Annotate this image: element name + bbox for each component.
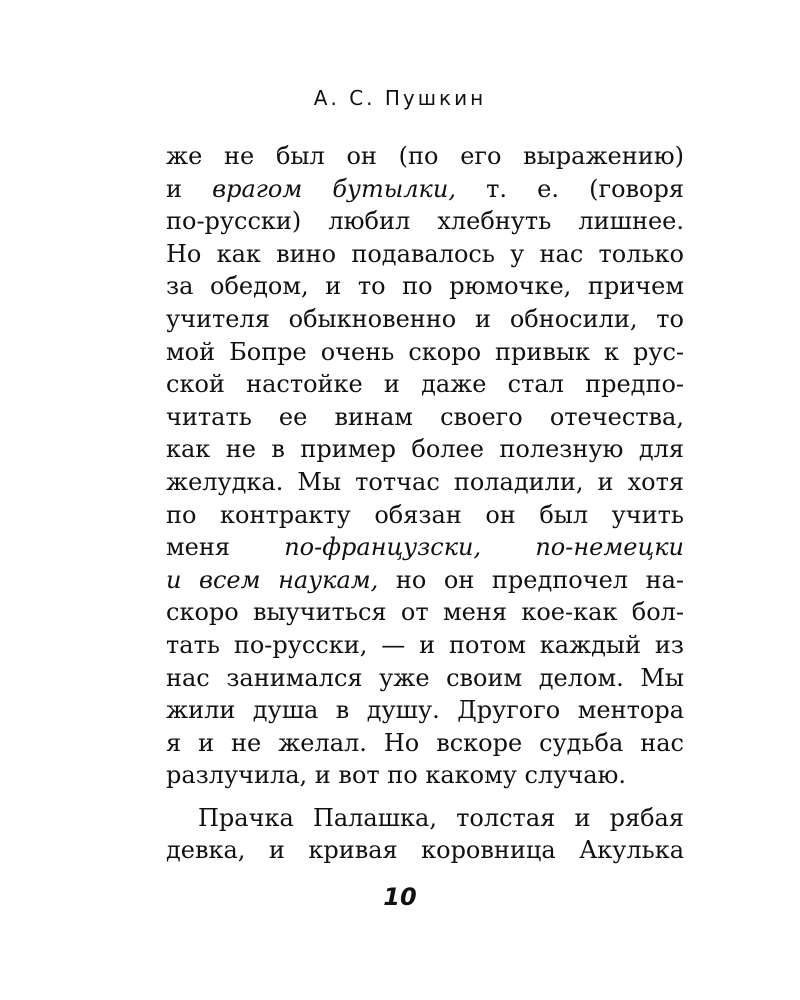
text-line: жили душа в душу. Другого ментора [166, 696, 684, 725]
text-line [166, 531, 684, 564]
text-segment: меня [166, 533, 285, 562]
page-number: 10 [383, 883, 417, 911]
italic-phrase: по-французски, по-немецки [284, 533, 684, 562]
text-line: желудка. Мы тотчас поладили, и хотя [166, 467, 684, 496]
text-segment: но он предпочел на- [378, 565, 685, 594]
text-line: скоро выучиться от меня кое-как бол- [166, 598, 684, 627]
paragraph-gap [166, 792, 684, 802]
text-line: Прачка Палашка, толстая и рябая [198, 803, 684, 832]
text-line: мой Бопре очень скоро привык к рус- [166, 337, 684, 366]
paragraph-2 [166, 802, 684, 867]
text-segment: и [166, 174, 213, 203]
body-text [166, 140, 684, 867]
text-line: я и не желал. Но вскоре судьба нас [166, 728, 684, 757]
text-line [166, 173, 684, 206]
text-line: тать по-русски, — и потом каждый из [166, 630, 684, 659]
text-line: же не был он (по его выражению) [166, 142, 684, 170]
text-segment: т. е. (говоря [455, 174, 684, 203]
text-line: за обедом, и то по рюмочке, причем [166, 272, 684, 301]
text-line: Но как вино подавалось у нас только [166, 239, 684, 268]
text-line: учителя обыкновенно и обносили, то [166, 304, 684, 333]
paragraph-1 [166, 140, 684, 792]
text-line: ской настойке и даже стал предпо- [166, 370, 684, 399]
text-line: нас занимался уже своим делом. Мы [166, 663, 684, 692]
text-line: разлучила, и вот по какому случаю. [166, 761, 627, 790]
text-line: как не в пример более полезную для [166, 435, 684, 464]
running-header: А. С. Пушкин [313, 86, 487, 110]
text-line: читать ее винам своего отечества, [166, 402, 684, 431]
italic-phrase: и всем наукам, [166, 565, 379, 594]
text-line: девка, и кривая коровница Акулька [166, 836, 684, 865]
text-line [166, 564, 684, 597]
text-line: по-русски) любил хлебнуть лишнее. [166, 207, 684, 236]
italic-phrase: врагом бутылки, [212, 174, 456, 203]
text-line: по контракту обязан он был учить [166, 500, 684, 529]
